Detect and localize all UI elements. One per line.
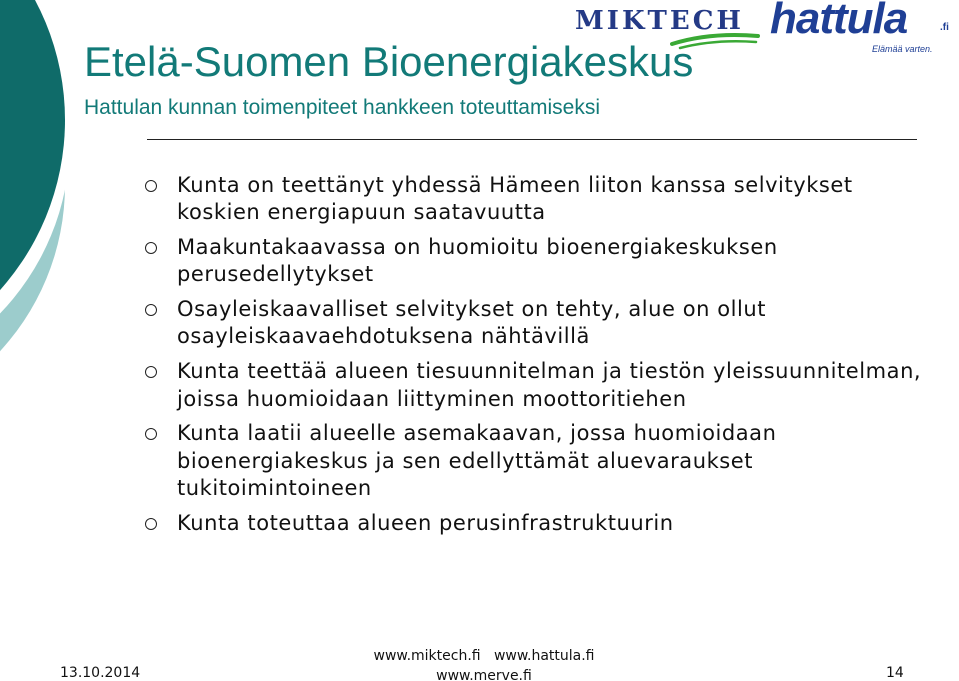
bullet-text: Osayleiskaavalliset selvitykset on tehty, alue on ollut osayleiskaavaehdotuksena nähtävillä xyxy=(177,297,767,349)
bullet-text: Kunta laatii alueelle asemakaavan, jossa huomioidaan bioenergiakeskus ja sen edellyttämät aluevaraukset tukitoimintoineen xyxy=(177,421,777,500)
bullet-circle-icon xyxy=(145,518,157,530)
bullet-circle-icon xyxy=(145,180,157,192)
miktech-logo xyxy=(575,4,760,50)
bullet-circle-icon xyxy=(145,366,157,378)
footer-links-line2[interactable]: www.merve.fi xyxy=(436,668,532,681)
slide-title: Etelä-Suomen Bioenergiakeskus xyxy=(84,38,694,85)
bullet-circle-icon xyxy=(145,304,157,316)
hattula-logo-tld: .fi xyxy=(940,22,949,33)
bullet-item xyxy=(145,296,935,351)
page-number: 14 xyxy=(886,665,904,681)
green-swoosh-icon xyxy=(670,30,760,50)
hattula-logo-tagline: Elämää varten. xyxy=(872,44,933,54)
footer-links xyxy=(334,646,634,681)
bullet-item xyxy=(145,234,935,289)
bullet-text: Kunta teettää alueen tiesuunnitelman ja tiestön yleissuunnitelman, joissa huomioidaan liittyminen moottoritiehen xyxy=(177,359,922,411)
hattula-logo-text: hattula xyxy=(770,0,908,43)
bullet-item xyxy=(145,358,935,413)
bullet-text: Kunta toteuttaa alueen perusinfrastruktuurin xyxy=(177,510,674,535)
footer-date: 13.10.2014 xyxy=(60,665,141,681)
footer-links-line1[interactable]: www.miktech.fi www.hattula.fi xyxy=(373,648,595,664)
miktech-logo-text: MIKTECH xyxy=(575,6,744,36)
bullet-circle-icon xyxy=(145,242,157,254)
bullet-text: Kunta on teettänyt yhdessä Hämeen liiton kanssa selvitykset koskien energiapuun saatavuutta xyxy=(177,173,853,225)
bullet-item xyxy=(145,172,935,227)
hattula-logo xyxy=(770,0,956,58)
bullet-list xyxy=(145,172,935,545)
title-divider xyxy=(147,139,917,140)
bullet-text: Maakuntakaavassa on huomioitu bioenergiakeskuksen perusedellytykset xyxy=(177,235,778,287)
bullet-item xyxy=(145,510,935,537)
bullet-item xyxy=(145,420,935,502)
slide-subtitle: Hattulan kunnan toimenpiteet hankkeen toteuttamiseksi xyxy=(84,96,600,119)
bullet-circle-icon xyxy=(145,428,157,440)
